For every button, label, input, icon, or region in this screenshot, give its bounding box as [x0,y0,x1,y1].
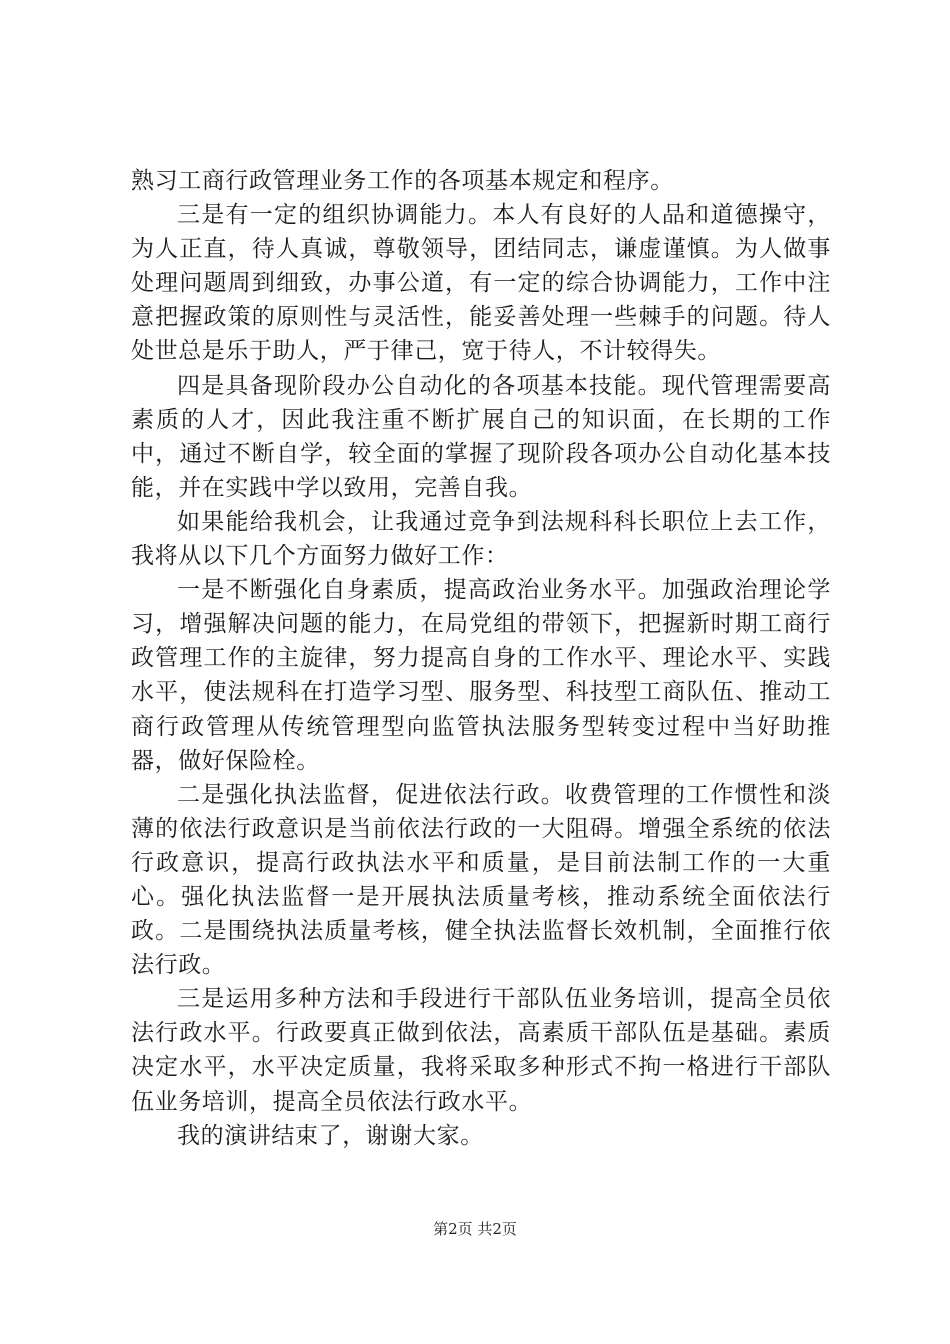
paragraph-opportunity: 如果能给我机会，让我通过竞争到法规科科长职位上去工作，我将从以下几个方面努力做好工作： [131,508,831,570]
paragraph-point-three: 三是运用多种方法和手段进行干部队伍业务培训，提高全员依法行政水平。行政要真正做到依法，高素质干部队伍是基础。素质决定水平，水平决定质量，我将采取多种形式不拘一格进行干部队伍业务培训，提高全员依法行政水平。 [131,986,831,1115]
paragraph-point-two: 二是强化执法监督，促进依法行政。收费管理的工作惯性和淡薄的依法行政意识是当前依法行政的一大阻碍。增强全系统的依法行政意识，提高行政执法水平和质量，是目前法制工作的一大重心。强化执法监督一是开展执法质量考核，推动系统全面依法行政。二是围绕执法质量考核，健全执法监督长效机制，全面推行依法行政。 [131,781,831,979]
paragraph-point-one: 一是不断强化自身素质，提高政治业务水平。加强政治理论学习，增强解决问题的能力，在局党组的带领下，把握新时期工商行政管理工作的主旋律，努力提高自身的工作水平、理论水平、实践水平，使法规科在打造学习型、服务型、科技型工商队伍、推动工商行政管理从传统管理型向监管执法服务型转变过程中当好助推器，做好保险栓。 [131,577,831,774]
paragraph-closing: 我的演讲结束了，谢谢大家。 [177,1122,484,1149]
page-number-footer: 第2页 共2页 [433,1220,517,1238]
document-body [131,164,831,1153]
paragraph-organizational-ability: 三是有一定的组织协调能力。本人有良好的人品和道德操守，为人正直，待人真诚，尊敬领导，团结同志，谦虚谨慎。为人做事处理问题周到细致，办事公道，有一定的综合协调能力，工作中注意把握政策的原则性与灵活性，能妥善处理一些棘手的问题。待人处世总是乐于助人，严于律己，宽于待人，不计较得失。 [131,202,831,365]
paragraph-office-automation: 四是具备现阶段办公自动化的各项基本技能。现代管理需要高素质的人才，因此我注重不断扩展自己的知识面，在长期的工作中，通过不断自学，较全面的掌握了现阶段各项办公自动化基本技能，并在实践中学以致用，完善自我。 [131,372,831,501]
paragraph-continuation: 熟习工商行政管理业务工作的各项基本规定和程序。 [131,168,674,194]
